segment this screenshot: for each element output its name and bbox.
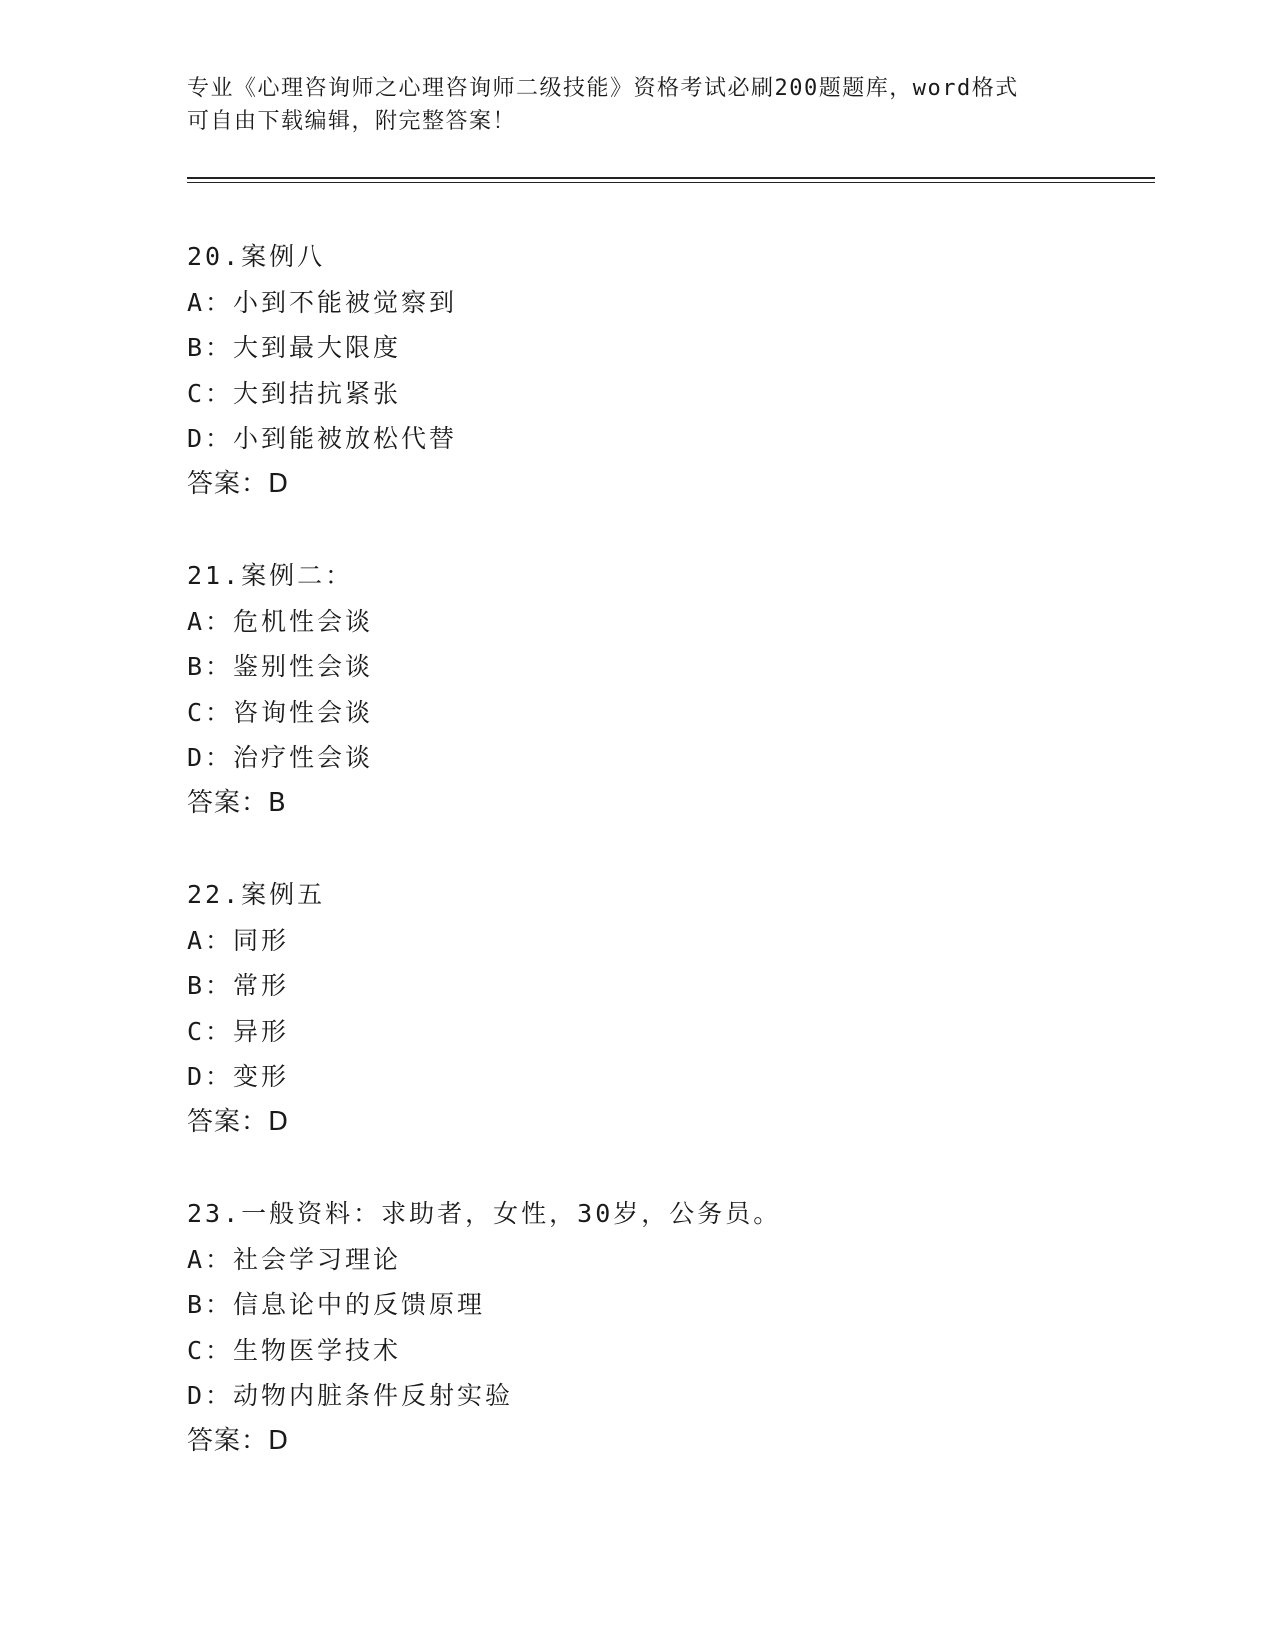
document-header: [187, 72, 1087, 138]
option-c: C：大到拮抗紧张: [187, 378, 402, 408]
question-stem: 20.案例八: [187, 242, 326, 271]
header-title-line-1: 专业《心理咨询师之心理咨询师二级技能》资格考试必刷200题题库，word格式: [187, 76, 1019, 101]
option-a: A：社会学习理论: [187, 1244, 402, 1274]
option-b: B：信息论中的反馈原理: [187, 1290, 486, 1319]
question-stem: 21.案例二：: [187, 561, 354, 590]
header-title-line-2: 可自由下载编辑，附完整答案！: [187, 109, 517, 134]
question-stem: 22.案例五: [187, 880, 326, 909]
option-c: C：异形: [187, 1016, 290, 1046]
option-d: D：动物内脏条件反射实验: [187, 1381, 514, 1410]
option-b: B：大到最大限度: [187, 333, 402, 362]
option-c: C：咨询性会谈: [187, 697, 374, 727]
option-a: A：小到不能被觉察到: [187, 287, 458, 317]
header-divider-thick: [187, 177, 1155, 179]
option-a: A：危机性会谈: [187, 606, 374, 636]
option-d: D：变形: [187, 1062, 290, 1091]
answer-line: 答案：B: [187, 787, 287, 818]
question-20: [187, 234, 1137, 507]
question-stem: 23.一般资料：求助者，女性，30岁，公务员。: [187, 1199, 782, 1228]
option-d: D：小到能被放松代替: [187, 424, 458, 453]
question-22: [187, 872, 1137, 1145]
option-b: B：常形: [187, 971, 290, 1000]
answer-line: 答案：D: [187, 468, 290, 499]
option-b: B：鉴别性会谈: [187, 652, 374, 681]
option-c: C：生物医学技术: [187, 1335, 402, 1365]
option-a: A：同形: [187, 925, 290, 955]
answer-line: 答案：D: [187, 1106, 290, 1137]
question-21: [187, 553, 1137, 826]
header-divider-thin: [187, 182, 1155, 183]
question-23: [187, 1191, 1137, 1464]
option-d: D：治疗性会谈: [187, 743, 374, 772]
answer-line: 答案：D: [187, 1425, 290, 1456]
